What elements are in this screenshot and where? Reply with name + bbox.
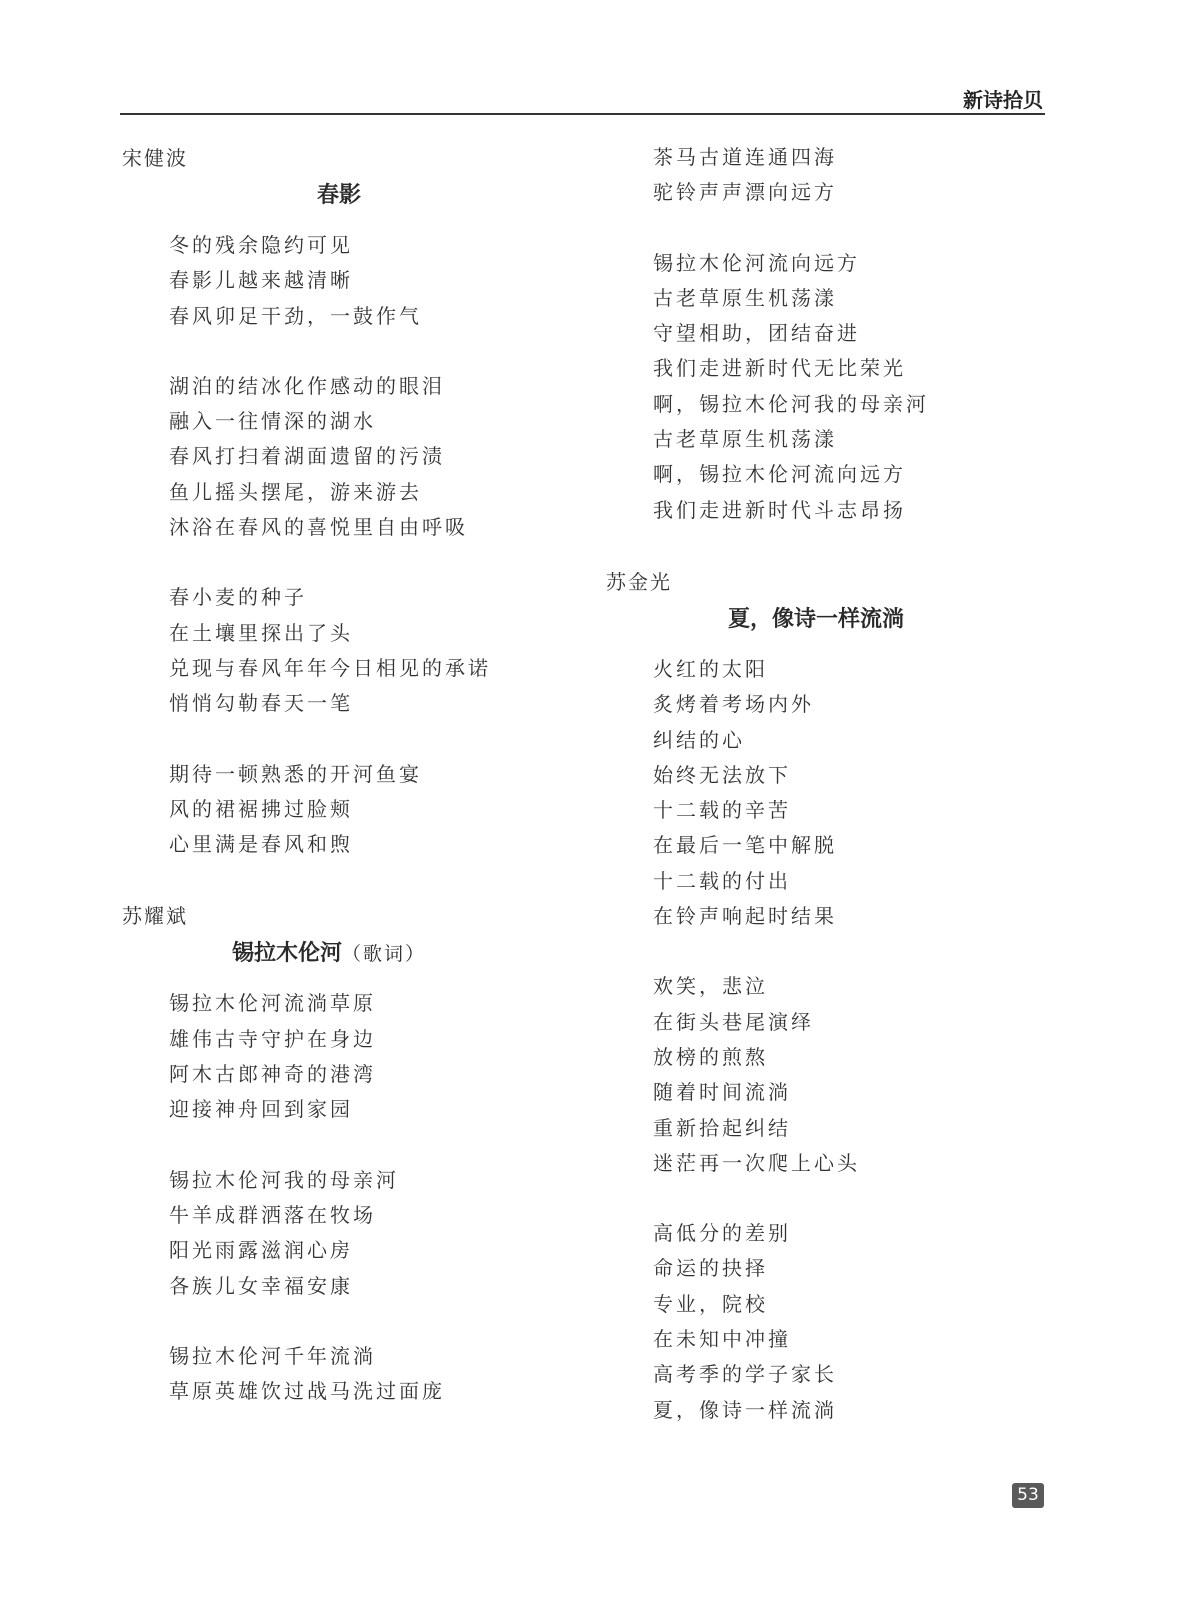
poem-line: 阳光雨露滋润心房 — [169, 1238, 353, 1263]
poem-line: 在街头巷尾演绎 — [653, 1009, 814, 1034]
poem-line: 春影儿越来越清晰 — [169, 268, 353, 293]
poem-stanza — [169, 757, 592, 863]
poem-line: 十二载的辛苦 — [653, 798, 791, 823]
poem-title-text: 锡拉木伦河 — [232, 941, 343, 967]
page-number-badge: 53 — [1012, 1483, 1044, 1508]
poem-line: 啊，锡拉木伦河我的母亲河 — [653, 391, 929, 416]
poem-line: 驼铃声声漂向远方 — [653, 180, 837, 205]
poem-stanza — [169, 228, 592, 334]
poem-line: 湖泊的结冰化作感动的眼泪 — [169, 373, 445, 398]
left-column — [122, 140, 592, 1444]
poem-line: 古老草原生机荡漾 — [653, 285, 837, 310]
poem-stanza — [169, 369, 592, 545]
poem-stanza — [169, 1163, 592, 1304]
poem-line: 锡拉木伦河千年流淌 — [169, 1343, 376, 1368]
poem-author: 宋健波 — [122, 146, 188, 170]
poem-author: 苏耀斌 — [122, 904, 188, 929]
poem-author: 苏金光 — [606, 569, 672, 594]
poem-line: 专业，院校 — [653, 1291, 768, 1316]
poem-line: 在未知中冲撞 — [653, 1327, 791, 1352]
poem-stanza — [169, 580, 592, 721]
poem-line: 始终无法放下 — [653, 762, 791, 787]
poem-line: 阿木古郎神奇的港湾 — [169, 1062, 376, 1087]
poem-line: 纠结的心 — [653, 727, 745, 752]
poem-line: 十二载的付出 — [653, 868, 791, 893]
poem-line: 古老草原生机荡漾 — [653, 427, 837, 452]
poem-line: 炙烤着考场内外 — [653, 692, 814, 717]
poem-line: 高考季的学子家长 — [653, 1362, 837, 1387]
poem-line: 我们走进新时代无比荣光 — [653, 356, 906, 381]
poem-title: 春影 — [317, 183, 362, 208]
poem-line: 风的裙裾拂过脸颊 — [169, 796, 353, 821]
poem-line: 心里满是春风和煦 — [169, 832, 353, 857]
poem-line: 融入一往情深的湖水 — [169, 409, 376, 434]
poem-line: 迷茫再一次爬上心头 — [653, 1150, 860, 1175]
section-title: 新诗拾贝 — [963, 88, 1043, 112]
poem-line: 春风打扫着湖面遗留的污渍 — [169, 444, 445, 469]
poem-line: 重新拾起纠结 — [653, 1115, 791, 1140]
poem-line: 迎接神舟回到家园 — [169, 1097, 353, 1122]
poem-line: 守望相助，团结奋进 — [653, 321, 860, 346]
poem-line: 夏，像诗一样流淌 — [653, 1397, 837, 1422]
poem-line: 春小麦的种子 — [169, 585, 307, 610]
poem-line: 啊，锡拉木伦河流向远方 — [653, 462, 906, 487]
header-rule — [120, 113, 1045, 115]
poem-subtitle: （歌词） — [342, 943, 427, 966]
poem-line: 茶马古道连通四海 — [653, 145, 837, 169]
poem-line: 牛羊成群洒落在牧场 — [169, 1202, 376, 1227]
poem-line: 兑现与春风年年今日相见的承诺 — [169, 655, 491, 680]
poem-line: 我们走进新时代斗志昂扬 — [653, 497, 906, 522]
poem-stanza — [653, 246, 1066, 528]
poem-line: 欢笑，悲泣 — [653, 974, 768, 999]
poem-line: 锡拉木伦河流淌草原 — [169, 991, 376, 1016]
poem-line: 在铃声响起时结果 — [653, 904, 837, 929]
poem-line: 鱼儿摇头摆尾，游来游去 — [169, 479, 422, 504]
right-column — [606, 140, 1066, 1463]
poem-line: 锡拉木伦河流向远方 — [653, 250, 860, 275]
poem-line: 锡拉木伦河我的母亲河 — [169, 1167, 399, 1192]
poem-line: 高低分的差别 — [653, 1221, 791, 1246]
poem-stanza — [653, 140, 1066, 211]
poem-title — [122, 934, 592, 974]
poem-line: 放榜的煎熬 — [653, 1044, 768, 1069]
poem-line: 悄悄勾勒春天一笔 — [169, 691, 353, 716]
poem-line: 雄伟古寺守护在身边 — [169, 1026, 376, 1051]
poem-line: 各族儿女幸福安康 — [169, 1273, 353, 1298]
poem-line: 期待一顿熟悉的开河鱼宴 — [169, 761, 422, 786]
poem-line: 草原英雄饮过战马洗过面庞 — [169, 1379, 445, 1404]
poem-stanza — [653, 652, 1066, 934]
poem-line: 冬的残余隐约可见 — [169, 233, 353, 257]
poem-line: 沐浴在春风的喜悦里自由呼吸 — [169, 515, 468, 540]
poem-line: 在最后一笔中解脱 — [653, 833, 837, 858]
poem-stanza — [169, 1339, 592, 1410]
poem-stanza — [653, 969, 1066, 1181]
poem-stanza — [169, 986, 592, 1127]
poem-title: 夏，像诗一样流淌 — [728, 606, 905, 632]
poem-line: 随着时间流淌 — [653, 1080, 791, 1105]
poem-line: 在土壤里探出了头 — [169, 620, 353, 645]
poem-line: 春风卯足干劲，一鼓作气 — [169, 303, 422, 328]
poem-line: 火红的太阳 — [653, 656, 768, 681]
poem-line: 命运的抉择 — [653, 1256, 768, 1281]
poem-stanza — [653, 1216, 1066, 1428]
